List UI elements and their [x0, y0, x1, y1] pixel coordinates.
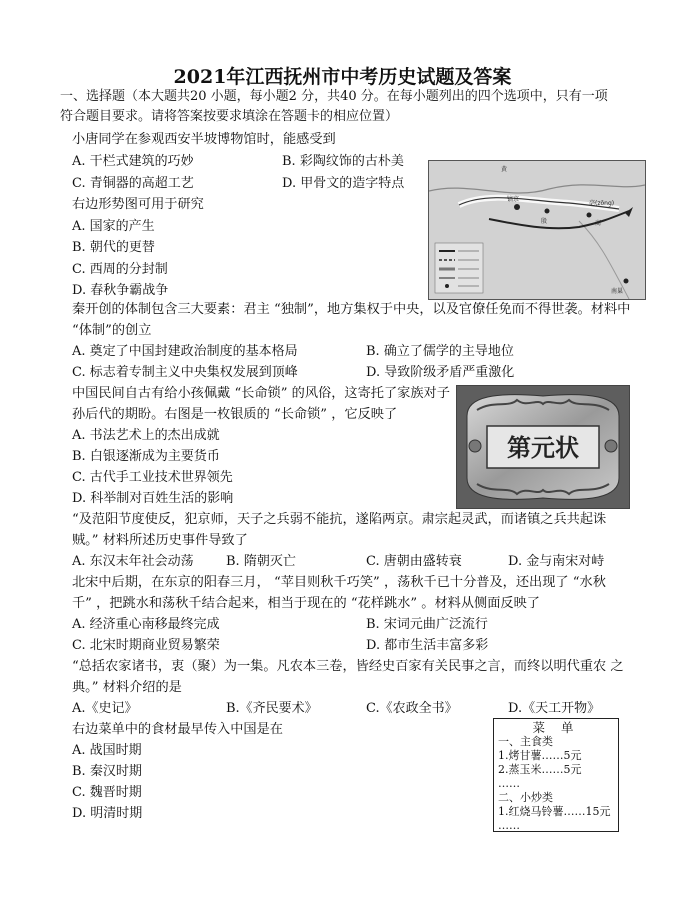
q1-option-c[interactable]: C. 青铜器的高超工艺: [72, 176, 194, 191]
menu-title: 菜 单: [532, 720, 580, 735]
map-label-city2: 殷: [541, 218, 548, 225]
q1-option-b[interactable]: B. 彩陶纹饰的古朴美: [282, 154, 404, 169]
q5-option-a[interactable]: A. 东汉末年社会动荡: [72, 554, 194, 569]
q7-option-c[interactable]: C.《农政全书》: [366, 701, 458, 716]
q3-option-c[interactable]: C. 标志着专制主义中央集权发展到顶峰: [72, 365, 298, 380]
q2-option-c[interactable]: C. 西周的分封制: [72, 262, 168, 277]
q1-option-d[interactable]: D. 甲骨文的造字特点: [282, 176, 405, 191]
q8-stem: 右边菜单中的食材最早传入中国是在: [72, 722, 283, 737]
q4-option-a[interactable]: A. 书法艺术上的杰出成就: [72, 428, 220, 443]
q5-stem-line1: “及范阳节度使反，犯京师，天子之兵弱不能抗，遂陷两京。肃宗起灵武，而诸镇之兵共起诛: [72, 512, 607, 527]
menu-row: 2.蒸玉米……5元: [498, 763, 582, 776]
map-label-right: 亳(zōng): [589, 200, 615, 207]
q5-option-d[interactable]: D. 金与南宋对峙: [508, 554, 605, 569]
lock-inscription: 第元状: [507, 433, 579, 462]
q7-stem-line2: 典。” 材料介绍的是: [72, 680, 182, 695]
menu-row: 1.红烧马铃薯……15元: [498, 805, 611, 818]
q5-option-b[interactable]: B. 隋朝灭亡: [226, 554, 296, 569]
map-label-top: 黄: [501, 166, 508, 173]
menu-row: 二、小炒类: [498, 791, 553, 804]
q4-stem-line2: 孙后代的期盼。右图是一枚银质的 “长命锁” ，它反映了: [72, 407, 398, 422]
q4-option-c[interactable]: C. 古代手工业技术世界领先: [72, 470, 233, 485]
menu-row: 一、主食类: [498, 735, 553, 748]
q2-option-d[interactable]: D. 春秋争霸战争: [72, 283, 169, 298]
q6-stem-line1: 北宋中后期，在东京的阳春三月， “苹目则秋千巧笑” ，荡秋千已十分普及，还出现了 “水秋: [72, 575, 606, 590]
q8-option-d[interactable]: D. 明清时期: [72, 806, 143, 821]
section-intro-line2: 符合题目要求。请将答案按要求填涂在答题卡的相应位置）: [60, 109, 399, 124]
q4-option-d[interactable]: D. 科举制对百姓生活的影响: [72, 491, 234, 506]
q6-option-a[interactable]: A. 经济重心南移最终完成: [72, 617, 220, 632]
q3-option-b[interactable]: B. 确立了儒学的主导地位: [366, 344, 514, 359]
q3-stem-line1: 秦开创的体制包含三大要素：君主 “独制”，地方集权于中央，以及官僚任免而不得世袭。材料中: [72, 302, 631, 317]
q7-option-a[interactable]: A.《史记》: [72, 701, 138, 716]
silver-lock-photo: [456, 385, 630, 509]
menu-box: [493, 718, 619, 832]
q8-option-a[interactable]: A. 战国时期: [72, 743, 142, 758]
q4-option-b[interactable]: B. 白银逐渐成为主要货币: [72, 449, 220, 464]
q5-stem-line2: 贼。” 材料所述历史事件导致了: [72, 533, 248, 548]
q1-option-a[interactable]: A. 干栏式建筑的巧妙: [72, 154, 194, 169]
q3-stem-line2: “体制”的创立: [72, 323, 152, 338]
historical-map-figure: [428, 160, 646, 300]
q2-stem: 右边形势图可用于研究: [72, 197, 204, 212]
q6-option-c[interactable]: C. 北宋时期商业贸易繁荣: [72, 638, 220, 653]
q3-option-d[interactable]: D. 导致阶级矛盾严重激化: [366, 365, 515, 380]
menu-row: 1.烤甘薯……5元: [498, 749, 582, 762]
q3-option-a[interactable]: A. 奠定了中国封建政治制度的基本格局: [72, 344, 298, 359]
map-label-city3: 商: [595, 220, 602, 227]
q7-stem-line1: “总括农家诸书，衷（聚）为一集。凡农本三卷，皆经史百家有关民事之言，而终以明代重农 之: [72, 659, 624, 674]
q4-stem-line1: 中国民间自古有给小孩佩戴 “长命锁” 的风俗，这寄托了家族对子: [72, 386, 450, 401]
q7-option-b[interactable]: B.《齐民要术》: [226, 701, 318, 716]
q8-option-b[interactable]: B. 秦汉时期: [72, 764, 142, 779]
q6-option-b[interactable]: B. 宋词元曲广泛流行: [366, 617, 488, 632]
q7-option-d[interactable]: D.《天工开物》: [508, 701, 601, 716]
q6-option-d[interactable]: D. 都市生活丰富多彩: [366, 638, 489, 653]
map-label-south: 南巢: [611, 288, 624, 295]
q8-option-c[interactable]: C. 魏晋时期: [72, 785, 142, 800]
map-label-city1: 镐京: [507, 196, 520, 203]
q5-option-c[interactable]: C. 唐朝由盛转衰: [366, 554, 462, 569]
lock-illustration: [457, 386, 629, 508]
q1-stem: 小唐同学在参观西安半坡博物馆时，能感受到: [72, 132, 336, 147]
page-title: 2021年江西抚州市中考历史试题及答案: [173, 66, 512, 88]
map-illustration: [429, 161, 645, 299]
q2-option-b[interactable]: B. 朝代的更替: [72, 240, 155, 255]
q2-option-a[interactable]: A. 国家的产生: [72, 219, 155, 234]
q6-stem-line2: 千” ，把跳水和荡秋千结合起来，相当于现在的 “花样跳水” 。材料从侧面反映了: [72, 596, 540, 611]
menu-row: ……: [498, 777, 520, 790]
section-intro-line1: 一、选择题（本大题共20 小题，每小题2 分，共40 分。在每小题列出的四个选项中，只有一项: [60, 89, 608, 104]
menu-row: ……: [498, 819, 520, 832]
